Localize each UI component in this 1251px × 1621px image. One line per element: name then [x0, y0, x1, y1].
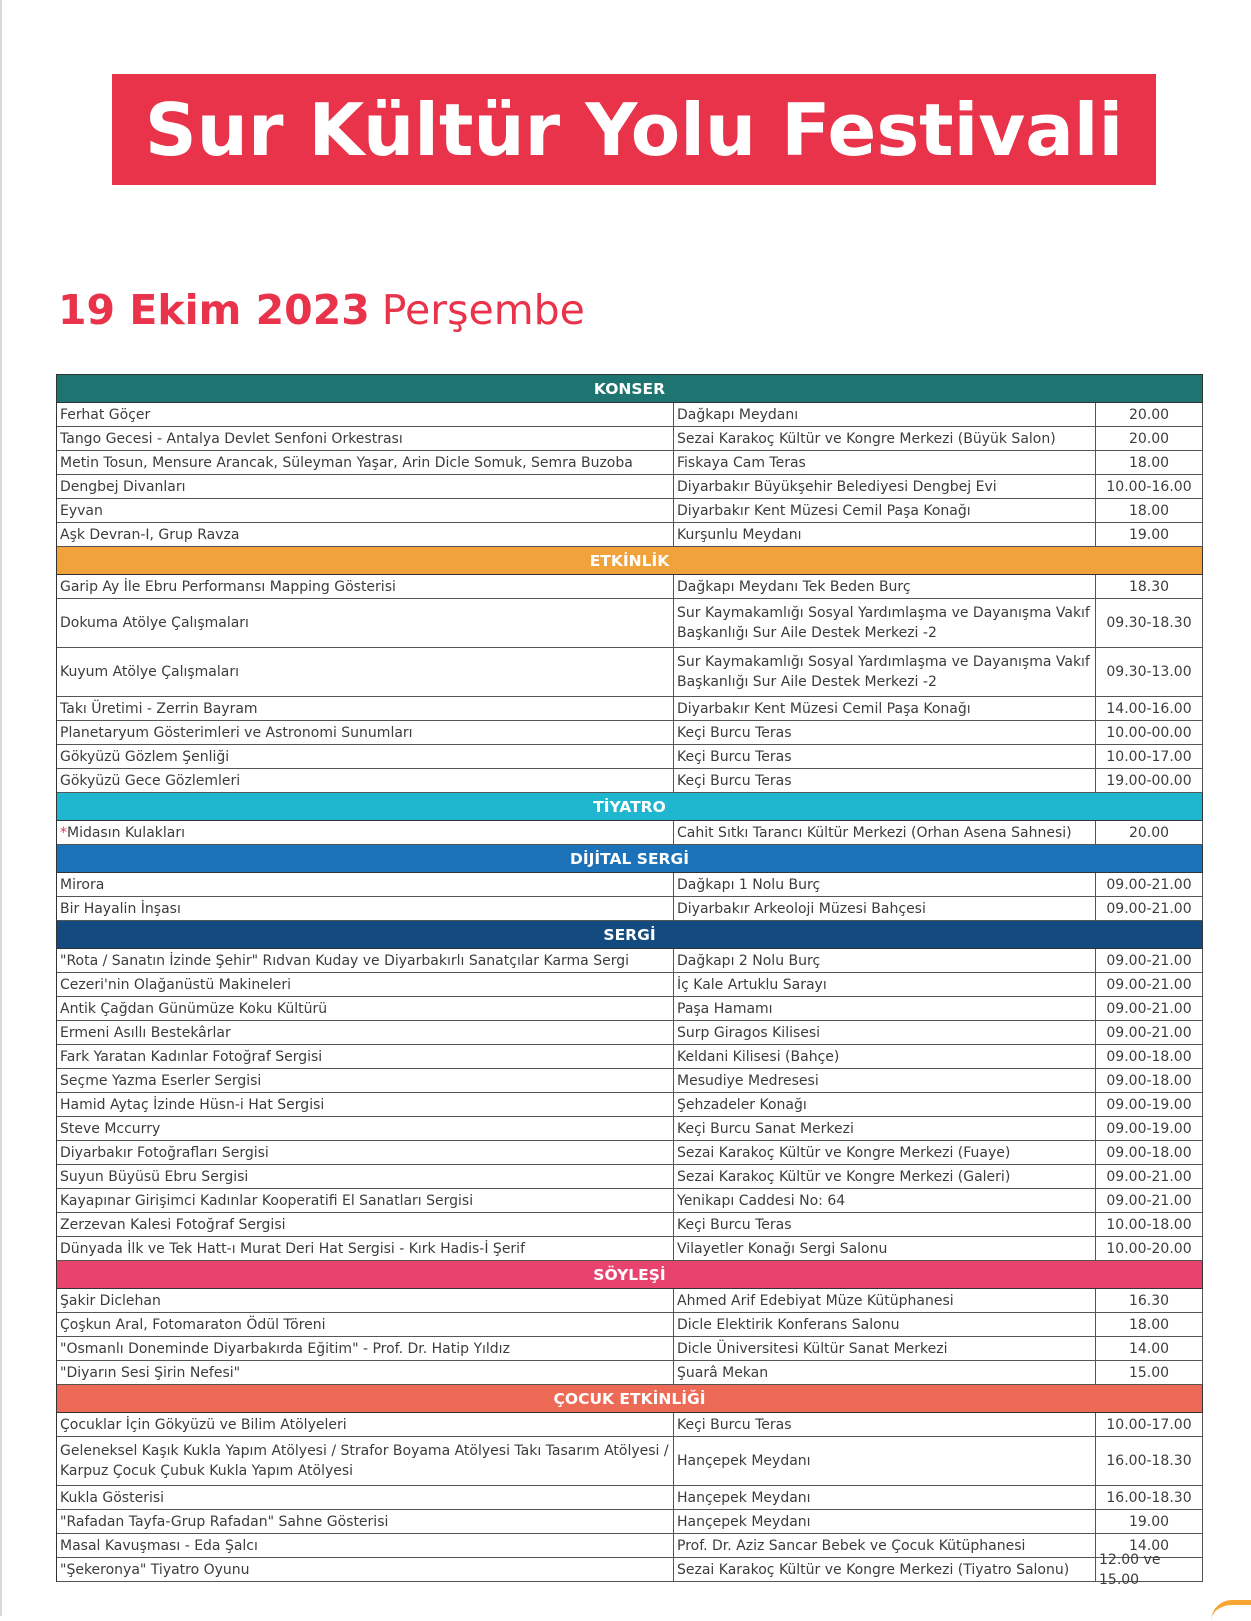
table-row: [57, 403, 1203, 427]
event-name-cell: [57, 897, 674, 920]
event-name-text: Masal Kavuşması - Eda Şalcı: [60, 1537, 258, 1554]
table-row: [57, 1069, 1203, 1093]
table-row: [57, 1534, 1203, 1558]
time-text: 19.00: [1128, 1513, 1170, 1530]
venue-text: Keçi Burcu Sanat Merkezi: [677, 1120, 854, 1137]
time-cell: [1096, 1361, 1203, 1384]
time-cell: [1096, 1165, 1203, 1188]
table-row: [57, 949, 1203, 973]
venue-text: Keçi Burcu Teras: [677, 772, 792, 789]
event-name-cell: [57, 1437, 674, 1485]
table-row: [57, 821, 1203, 845]
event-name-text: Gökyüzü Gece Gözlemleri: [60, 772, 241, 789]
section-header: DİJİTAL SERGİ: [57, 845, 1203, 873]
event-name-text: Planetaryum Gösterimleri ve Astronomi Sunumları: [60, 724, 413, 741]
event-name-text: Seçme Yazma Eserler Sergisi: [60, 1072, 262, 1089]
event-name-cell: [57, 873, 674, 896]
table-row: [57, 1361, 1203, 1385]
table-row: [57, 1021, 1203, 1045]
time-text: 09.00-21.00: [1106, 1168, 1192, 1185]
event-name-text: Çocuklar İçin Gökyüzü ve Bilim Atölyeleri: [60, 1416, 347, 1433]
table-row: [57, 1313, 1203, 1337]
time-text: 09.00-21.00: [1106, 876, 1192, 893]
festival-title: Sur Kültür Yolu Festivali: [144, 87, 1124, 172]
time-cell: [1096, 1510, 1203, 1533]
venue-cell: [674, 1510, 1096, 1533]
table-row: [57, 427, 1203, 451]
table-row: [57, 499, 1203, 523]
section-header: KONSER: [57, 375, 1203, 403]
event-name-text: "Diyarın Sesi Şirin Nefesi": [60, 1364, 241, 1381]
table-row: [57, 1289, 1203, 1313]
venue-text: Ahmed Arif Edebiyat Müze Kütüphanesi: [677, 1292, 954, 1309]
time-text: 14.00: [1128, 1340, 1170, 1357]
venue-cell: [674, 427, 1096, 450]
time-text: 09.00-21.00: [1106, 952, 1192, 969]
venue-cell: [674, 873, 1096, 896]
table-row: [57, 1165, 1203, 1189]
venue-text: Yenikapı Caddesi No: 64: [677, 1192, 846, 1209]
event-name-text: Antik Çağdan Günümüze Koku Kültürü: [60, 1000, 328, 1017]
venue-text: Sezai Karakoç Kültür ve Kongre Merkezi (Tiyatro Salonu): [677, 1561, 1070, 1578]
event-name-text: Dokuma Atölye Çalışmaları: [60, 615, 249, 631]
venue-cell: [674, 949, 1096, 972]
venue-cell: [674, 1486, 1096, 1509]
event-name-cell: [57, 1213, 674, 1236]
venue-cell: [674, 821, 1096, 844]
time-text: 10.00-18.00: [1106, 1216, 1192, 1233]
time-cell: [1096, 427, 1203, 450]
event-name-cell: [57, 697, 674, 720]
time-text: 20.00: [1128, 406, 1170, 423]
event-name-text: Bir Hayalin İnşası: [60, 900, 181, 917]
event-name-text: Aşk Devran-I, Grup Ravza: [60, 526, 240, 543]
event-name-text: Dünyada İlk ve Tek Hatt-ı Murat Deri Hat Sergisi - Kırk Hadis-İ Şerif: [60, 1240, 526, 1257]
time-text: 10.00-20.00: [1106, 1240, 1192, 1257]
venue-text: Hançepek Meydanı: [677, 1489, 811, 1506]
table-row: [57, 1413, 1203, 1437]
event-name-cell: [57, 1361, 674, 1384]
event-name-text: Kukla Gösterisi: [60, 1489, 165, 1506]
table-row: [57, 1337, 1203, 1361]
event-name-text: Hamid Aytaç İzinde Hüsn-i Hat Sergisi: [60, 1096, 325, 1113]
time-cell: [1096, 1337, 1203, 1360]
table-row: [57, 973, 1203, 997]
time-cell: [1096, 745, 1203, 768]
venue-text: Surp Giragos Kilisesi: [677, 1024, 821, 1041]
event-name-text: Metin Tosun, Mensure Arancak, Süleyman Yaşar, Arin Dicle Somuk, Semra Buzoba: [60, 454, 633, 471]
time-text: 16.00-18.30: [1106, 1489, 1192, 1506]
venue-cell: [674, 697, 1096, 720]
table-row: [57, 721, 1203, 745]
event-name-text: Ermeni Asıllı Bestekârlar: [60, 1024, 231, 1041]
event-name-text: Suyun Büyüsü Ebru Sergisi: [60, 1168, 249, 1185]
decorative-arc: [1211, 1600, 1251, 1621]
venue-cell: [674, 1413, 1096, 1436]
event-name-cell: [57, 451, 674, 474]
venue-text: Sur Kaymakamlığı Sosyal Yardımlaşma ve Dayanışma Vakıf Başkanlığı Sur Aile Destek Merkezi -2: [677, 654, 1090, 690]
venue-text: Diyarbakır Kent Müzesi Cemil Paşa Konağı: [677, 502, 971, 519]
venue-cell: [674, 1165, 1096, 1188]
venue-cell: [674, 1337, 1096, 1360]
time-cell: [1096, 403, 1203, 426]
section-header: TİYATRO: [57, 793, 1203, 821]
venue-cell: [674, 1437, 1096, 1485]
time-cell: [1096, 1313, 1203, 1336]
time-text: 10.00-17.00: [1106, 1416, 1192, 1433]
date-day-month-year: 19 Ekim 2023: [58, 286, 370, 334]
venue-text: Şuarâ Mekan: [677, 1364, 769, 1381]
table-row: [57, 697, 1203, 721]
table-row: [57, 873, 1203, 897]
table-row: [57, 997, 1203, 1021]
time-text: 09.00-21.00: [1106, 1192, 1192, 1209]
venue-text: Kurşunlu Meydanı: [677, 526, 802, 543]
event-name-text: Geleneksel Kaşık Kukla Yapım Atölyesi / Strafor Boyama Atölyesi Takı Tasarım Atölyesi / Karpuz Çocuk Çubuk Kukla Yapım Atölyesi: [60, 1443, 669, 1479]
table-row: [57, 745, 1203, 769]
event-name-cell: [57, 721, 674, 744]
time-cell: [1096, 997, 1203, 1020]
table-row: [57, 897, 1203, 921]
event-name-cell: [57, 1141, 674, 1164]
venue-text: Keçi Burcu Teras: [677, 748, 792, 765]
table-row: [57, 1117, 1203, 1141]
event-name-text: Zerzevan Kalesi Fotoğraf Sergisi: [60, 1216, 286, 1233]
event-name-cell: [57, 1486, 674, 1509]
event-name-text: Kayapınar Girişimci Kadınlar Kooperatifi El Sanatları Sergisi: [60, 1192, 474, 1209]
time-text: 09.00-19.00: [1106, 1120, 1192, 1137]
event-name-cell: [57, 1117, 674, 1140]
time-cell: [1096, 873, 1203, 896]
time-text: 18.00: [1128, 454, 1170, 471]
table-row: [57, 523, 1203, 547]
time-cell: [1096, 1413, 1203, 1436]
time-cell: [1096, 1289, 1203, 1312]
venue-cell: [674, 523, 1096, 546]
time-cell: [1096, 1093, 1203, 1116]
time-cell: [1096, 1045, 1203, 1068]
venue-cell: [674, 599, 1096, 647]
event-name-text: Steve Mccurry: [60, 1120, 161, 1137]
time-text: 15.00: [1128, 1364, 1170, 1381]
table-row: [57, 1213, 1203, 1237]
event-name-text: "Osmanlı Doneminde Diyarbakırda Eğitim" - Prof. Dr. Hatip Yıldız: [60, 1340, 510, 1357]
event-name-cell: [57, 769, 674, 792]
venue-cell: [674, 1045, 1096, 1068]
time-cell: [1096, 1069, 1203, 1092]
table-row: [57, 575, 1203, 599]
program-table: [56, 374, 1203, 1588]
event-name-text: Fark Yaratan Kadınlar Fotoğraf Sergisi: [60, 1048, 323, 1065]
event-name-text: Tango Gecesi - Antalya Devlet Senfoni Orkestrası: [60, 430, 403, 447]
event-name-cell: [57, 1069, 674, 1092]
event-name-text: Cezeri'nin Olağanüstü Makineleri: [60, 976, 292, 993]
venue-cell: [674, 1117, 1096, 1140]
time-text: 09.00-18.00: [1106, 1072, 1192, 1089]
time-text: 18.30: [1128, 578, 1170, 595]
venue-text: Prof. Dr. Aziz Sancar Bebek ve Çocuk Kütüphanesi: [677, 1537, 1026, 1554]
venue-cell: [674, 973, 1096, 996]
event-name-cell: [57, 1237, 674, 1260]
venue-text: Sur Kaymakamlığı Sosyal Yardımlaşma ve Dayanışma Vakıf Başkanlığı Sur Aile Destek Merkezi -2: [677, 605, 1090, 641]
table-row: [57, 451, 1203, 475]
venue-cell: [674, 1534, 1096, 1557]
time-text: 09.00-18.00: [1106, 1048, 1192, 1065]
event-name-text: "Şekeronya" Tiyatro Oyunu: [60, 1561, 250, 1578]
time-text: 12.00 ve 15.00: [1099, 1551, 1161, 1588]
event-name-cell: [57, 1189, 674, 1212]
venue-text: Keçi Burcu Teras: [677, 1216, 792, 1233]
time-text: 09.00-21.00: [1106, 900, 1192, 917]
venue-text: Dağkapı 1 Nolu Burç: [677, 876, 821, 893]
event-date: [58, 286, 585, 334]
venue-text: Vilayetler Konağı Sergi Salonu: [677, 1240, 888, 1257]
time-cell: [1096, 499, 1203, 522]
venue-text: Dağkapı 2 Nolu Burç: [677, 952, 821, 969]
time-text: 18.00: [1128, 502, 1170, 519]
event-name-text: Şakir Diclehan: [60, 1292, 161, 1309]
venue-cell: [674, 1237, 1096, 1260]
section-header: SERGİ: [57, 921, 1203, 949]
event-name-text: Gökyüzü Gözlem Şenliği: [60, 748, 230, 765]
venue-cell: [674, 475, 1096, 498]
table-row: [57, 1237, 1203, 1261]
time-text: 16.30: [1128, 1292, 1170, 1309]
venue-text: Cahit Sıtkı Tarancı Kültür Merkezi (Orhan Asena Sahnesi): [677, 824, 1072, 841]
venue-cell: [674, 648, 1096, 696]
event-name-text: Midasın Kulakları: [67, 824, 185, 841]
event-name-text: Kuyum Atölye Çalışmaları: [60, 664, 239, 680]
event-name-cell: [57, 648, 674, 696]
festival-title-banner: [112, 74, 1156, 185]
time-text: 10.00-17.00: [1106, 748, 1192, 765]
time-cell: [1096, 1021, 1203, 1044]
event-name-cell: [57, 1337, 674, 1360]
venue-text: Hançepek Meydanı: [677, 1513, 811, 1530]
time-cell: [1096, 1141, 1203, 1164]
event-name-cell: [57, 1045, 674, 1068]
table-row: [57, 1486, 1203, 1510]
time-cell: [1096, 897, 1203, 920]
venue-cell: [674, 897, 1096, 920]
venue-text: Dicle Üniversitesi Kültür Sanat Merkezi: [677, 1340, 948, 1357]
venue-cell: [674, 1189, 1096, 1212]
page-edge: [0, 0, 2, 1616]
event-name-cell: [57, 475, 674, 498]
time-cell: [1096, 821, 1203, 844]
venue-text: Sezai Karakoç Kültür ve Kongre Merkezi (Büyük Salon): [677, 430, 1056, 447]
time-cell: [1096, 1189, 1203, 1212]
event-name-text: Mirora: [60, 876, 105, 893]
time-text: 09.00-18.00: [1106, 1144, 1192, 1161]
time-text: 14.00: [1128, 1537, 1170, 1554]
venue-cell: [674, 1021, 1096, 1044]
event-name-cell: [57, 499, 674, 522]
venue-cell: [674, 499, 1096, 522]
event-name-cell: [57, 427, 674, 450]
table-row: [57, 648, 1203, 697]
table-row: [57, 1551, 1203, 1588]
section-header: ETKİNLİK: [57, 547, 1203, 575]
time-text: 09.00-21.00: [1106, 976, 1192, 993]
event-name-cell: [57, 1558, 674, 1581]
event-name-cell: [57, 1313, 674, 1336]
venue-cell: [674, 1289, 1096, 1312]
time-text: 16.00-18.30: [1106, 1453, 1192, 1469]
venue-cell: [674, 1558, 1096, 1581]
event-name-text: Diyarbakır Fotoğrafları Sergisi: [60, 1144, 269, 1161]
table-row: [57, 1093, 1203, 1117]
venue-cell: [674, 1361, 1096, 1384]
venue-text: Sezai Karakoç Kültür ve Kongre Merkezi (Fuaye): [677, 1144, 1011, 1161]
time-cell: [1096, 949, 1203, 972]
time-cell: [1096, 648, 1203, 696]
event-name-text: "Rota / Sanatın İzinde Şehir" Rıdvan Kuday ve Diyarbakırlı Sanatçılar Karma Sergi: [60, 952, 629, 969]
venue-cell: [674, 1141, 1096, 1164]
table-row: [57, 1437, 1203, 1486]
event-name-text: Eyvan: [60, 502, 103, 519]
time-cell: [1096, 523, 1203, 546]
event-name-cell: [57, 1289, 674, 1312]
event-name-cell: [57, 949, 674, 972]
time-text: 09.30-18.30: [1106, 615, 1192, 631]
event-name-cell: [57, 1021, 674, 1044]
table-row: [57, 769, 1203, 793]
time-cell: [1096, 1117, 1203, 1140]
venue-cell: [674, 745, 1096, 768]
venue-text: Dicle Elektirik Konferans Salonu: [677, 1316, 900, 1333]
venue-text: Fiskaya Cam Teras: [677, 454, 806, 471]
venue-text: Mesudiye Medresesi: [677, 1072, 819, 1089]
event-name-cell: [57, 599, 674, 647]
event-name-cell: [57, 1413, 674, 1436]
time-cell: [1096, 721, 1203, 744]
time-cell: [1096, 697, 1203, 720]
time-cell: [1096, 1551, 1203, 1588]
event-name-cell: [57, 1510, 674, 1533]
venue-text: Dağkapı Meydanı: [677, 406, 799, 423]
time-text: 09.00-21.00: [1106, 1000, 1192, 1017]
time-cell: [1096, 475, 1203, 498]
date-weekday: Perşembe: [381, 286, 585, 334]
venue-cell: [674, 451, 1096, 474]
event-name-cell: [57, 821, 674, 844]
time-text: 09.00-21.00: [1106, 1024, 1192, 1041]
venue-cell: [674, 575, 1096, 598]
venue-cell: [674, 1069, 1096, 1092]
venue-text: Diyarbakır Büyükşehir Belediyesi Dengbej Evi: [677, 478, 997, 495]
time-text: 14.00-16.00: [1106, 700, 1192, 717]
table-row: [57, 599, 1203, 648]
event-name-cell: [57, 973, 674, 996]
time-cell: [1096, 575, 1203, 598]
event-name-cell: [57, 403, 674, 426]
event-name-cell: [57, 1093, 674, 1116]
venue-text: Şehzadeler Konağı: [677, 1096, 807, 1113]
time-text: 19.00-00.00: [1106, 772, 1192, 789]
time-cell: [1096, 1237, 1203, 1260]
time-cell: [1096, 451, 1203, 474]
event-name-cell: [57, 745, 674, 768]
section-header: SÖYLEŞİ: [57, 1261, 1203, 1289]
time-cell: [1096, 1486, 1203, 1509]
section-header: ÇOCUK ETKİNLİĞİ: [57, 1385, 1203, 1413]
venue-cell: [674, 769, 1096, 792]
venue-cell: [674, 721, 1096, 744]
venue-text: Dağkapı Meydanı Tek Beden Burç: [677, 578, 911, 595]
event-name-text: Garip Ay İle Ebru Performansı Mapping Gösterisi: [60, 578, 396, 595]
venue-text: Diyarbakır Arkeoloji Müzesi Bahçesi: [677, 900, 926, 917]
venue-text: Sezai Karakoç Kültür ve Kongre Merkezi (Galeri): [677, 1168, 1011, 1185]
event-name-cell: [57, 1165, 674, 1188]
venue-cell: [674, 997, 1096, 1020]
time-text: 10.00-00.00: [1106, 724, 1192, 741]
event-name-text: "Rafadan Tayfa-Grup Rafadan" Sahne Gösterisi: [60, 1513, 389, 1530]
event-name-cell: [57, 1534, 674, 1557]
event-name-cell: [57, 523, 674, 546]
venue-cell: [674, 1313, 1096, 1336]
venue-text: Keçi Burcu Teras: [677, 724, 792, 741]
table-row: [57, 475, 1203, 499]
table-row: [57, 1510, 1203, 1534]
time-cell: [1096, 973, 1203, 996]
time-cell: [1096, 769, 1203, 792]
time-cell: [1096, 1437, 1203, 1485]
time-text: 10.00-16.00: [1106, 478, 1192, 495]
time-cell: [1096, 1213, 1203, 1236]
event-name-cell: [57, 997, 674, 1020]
venue-cell: [674, 1093, 1096, 1116]
time-text: 19.00: [1128, 526, 1170, 543]
event-name-text: Ferhat Göçer: [60, 406, 151, 423]
venue-cell: [674, 1213, 1096, 1236]
venue-text: Keldani Kilisesi (Bahçe): [677, 1048, 840, 1065]
venue-cell: [674, 403, 1096, 426]
event-name-text: Dengbej Divanları: [60, 478, 186, 495]
time-cell: [1096, 599, 1203, 647]
event-name-text: Takı Üretimi - Zerrin Bayram: [60, 700, 258, 717]
table-row: [57, 1189, 1203, 1213]
table-row: [57, 1141, 1203, 1165]
venue-text: Keçi Burcu Teras: [677, 1416, 792, 1433]
time-text: 09.00-19.00: [1106, 1096, 1192, 1113]
venue-text: Diyarbakır Kent Müzesi Cemil Paşa Konağı: [677, 700, 971, 717]
time-text: 09.30-13.00: [1106, 664, 1192, 680]
venue-text: Hançepek Meydanı: [677, 1453, 811, 1469]
venue-text: Paşa Hamamı: [677, 1000, 773, 1017]
event-name-text: Çoşkun Aral, Fotomaraton Ödül Töreni: [60, 1316, 326, 1333]
time-text: 20.00: [1128, 824, 1170, 841]
table-row: [57, 1045, 1203, 1069]
event-name-cell: [57, 575, 674, 598]
venue-text: İç Kale Artuklu Sarayı: [677, 976, 827, 993]
asterisk-marker: *: [60, 824, 67, 841]
time-text: 18.00: [1128, 1316, 1170, 1333]
time-text: 20.00: [1128, 430, 1170, 447]
